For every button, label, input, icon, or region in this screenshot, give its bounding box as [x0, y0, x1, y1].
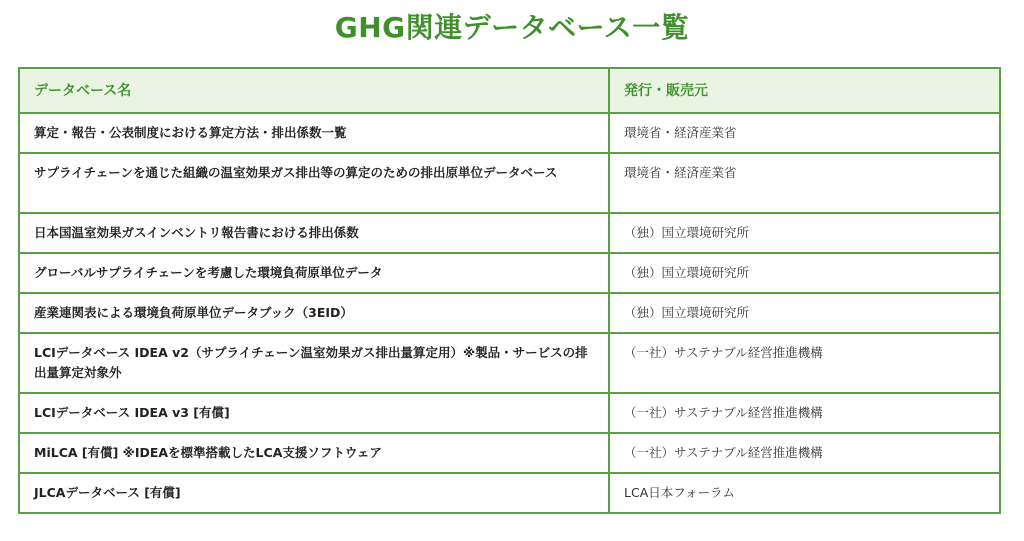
- column-header-database-name: データベース名: [19, 68, 609, 113]
- table-header-row: [19, 68, 1000, 113]
- database-name-cell: LCIデータベース IDEA v2（サプライチェーン温室効果ガス排出量算定用）※製品・サービスの排出量算定対象外: [19, 333, 609, 393]
- publisher-cell: （一社）サステナブル経営推進機構: [609, 393, 1000, 433]
- database-name-cell: 産業連関表による環境負荷原単位データブック（3EID）: [19, 293, 609, 333]
- table-row: [19, 113, 1000, 153]
- database-name-cell: LCIデータベース IDEA v3 [有償]: [19, 393, 609, 433]
- page-title: GHG関連データベース一覧: [334, 11, 690, 44]
- table-row: [19, 293, 1000, 333]
- publisher-cell: （独）国立環境研究所: [609, 293, 1000, 333]
- publisher-cell: （一社）サステナブル経営推進機構: [609, 433, 1000, 473]
- database-name-cell: 日本国温室効果ガスインベントリ報告書における排出係数: [19, 213, 609, 253]
- table-row: [19, 433, 1000, 473]
- database-name-cell: サプライチェーンを通じた組織の温室効果ガス排出等の算定のための排出原単位データベース: [19, 153, 609, 213]
- table-row: [19, 253, 1000, 293]
- table-row: [19, 333, 1000, 393]
- table-row: [19, 473, 1000, 513]
- database-name-cell: MiLCA [有償] ※IDEAを標準搭載したLCA支援ソフトウェア: [19, 433, 609, 473]
- publisher-cell: （独）国立環境研究所: [609, 213, 1000, 253]
- ghg-database-table: [18, 67, 1001, 514]
- database-name-cell: 算定・報告・公表制度における算定方法・排出係数一覧: [19, 113, 609, 153]
- column-header-publisher: 発行・販売元: [609, 68, 1000, 113]
- publisher-cell: 環境省・経済産業省: [609, 153, 1000, 213]
- publisher-cell: （一社）サステナブル経営推進機構: [609, 333, 1000, 393]
- database-name-cell: グローバルサプライチェーンを考慮した環境負荷原単位データ: [19, 253, 609, 293]
- publisher-cell: （独）国立環境研究所: [609, 253, 1000, 293]
- table-row: [19, 213, 1000, 253]
- table-row: [19, 393, 1000, 433]
- publisher-cell: 環境省・経済産業省: [609, 113, 1000, 153]
- database-name-cell: JLCAデータベース [有償]: [19, 473, 609, 513]
- table-row: [19, 153, 1000, 213]
- publisher-cell: LCA日本フォーラム: [609, 473, 1000, 513]
